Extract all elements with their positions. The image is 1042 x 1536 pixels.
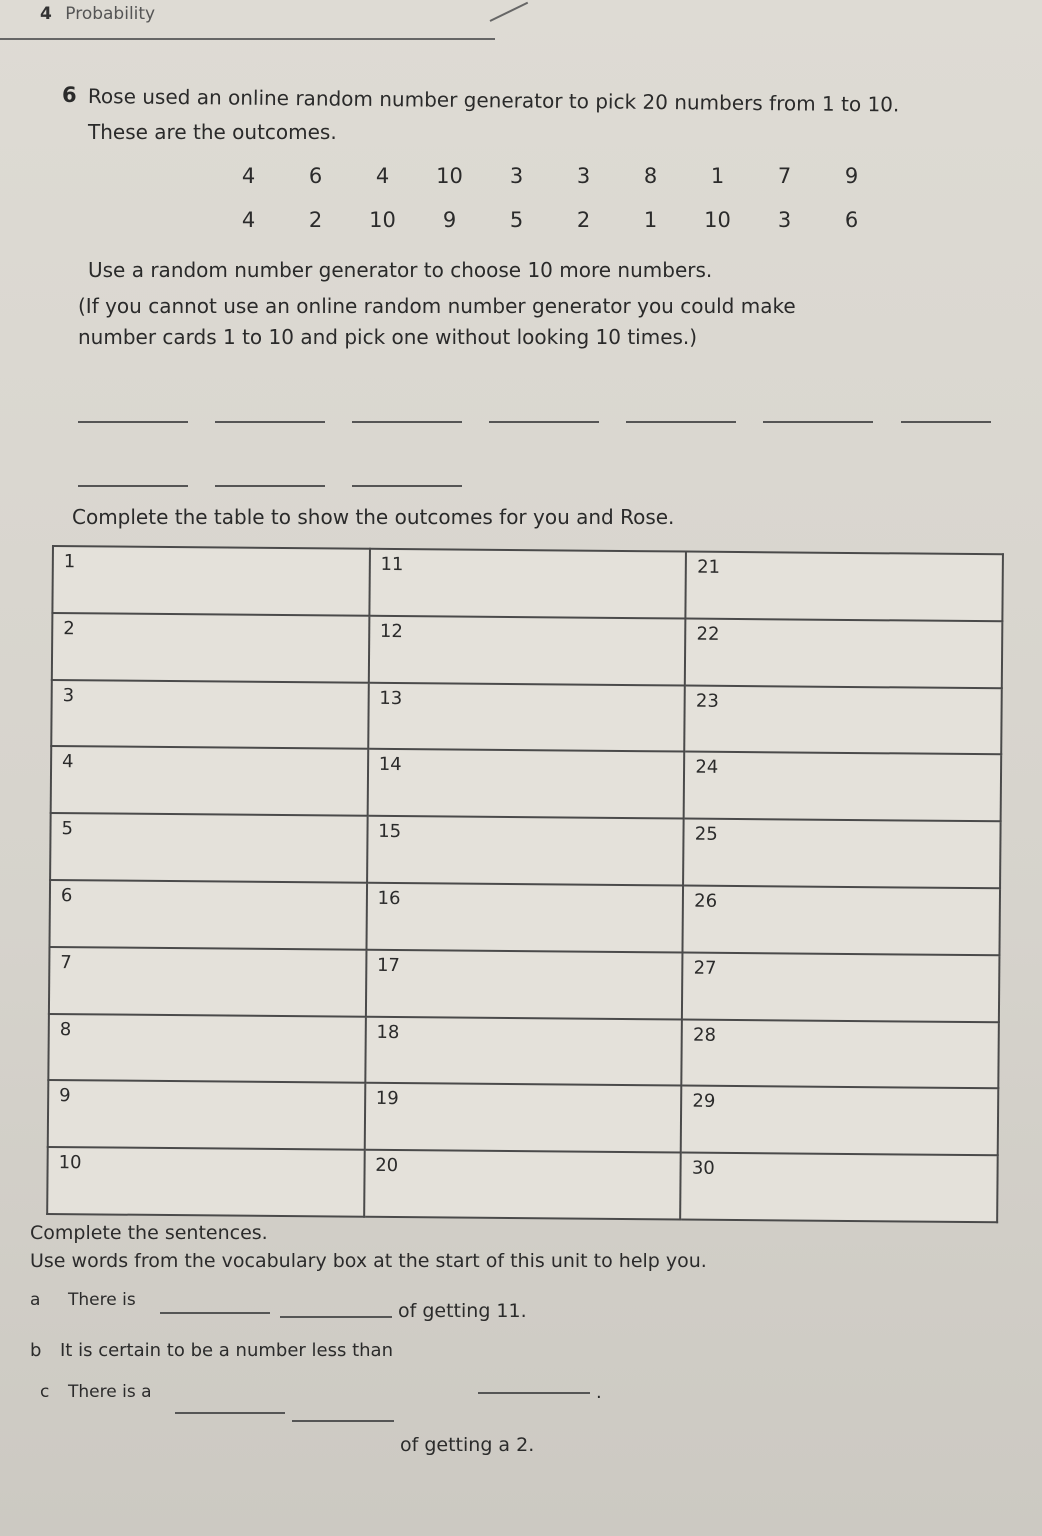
table-cell[interactable]: 1 [52, 546, 369, 616]
outcome-value: 2 [308, 208, 323, 232]
answer-blank[interactable] [215, 421, 325, 423]
answer-blanks-row [78, 472, 484, 491]
instruction-generator: Use a random number generator to choose 10 more numbers. [88, 258, 713, 282]
table-row [49, 880, 1000, 955]
table-cell[interactable]: 13 [368, 682, 685, 752]
outcome-value: 3 [509, 164, 524, 188]
header-divider-slant [490, 2, 529, 22]
outcome-value: 9 [844, 164, 859, 188]
table-row [52, 546, 1003, 621]
table-cell[interactable]: 8 [48, 1014, 365, 1084]
outcome-value: 7 [777, 164, 792, 188]
answer-blank[interactable] [489, 421, 599, 423]
table-cell[interactable]: 15 [367, 816, 684, 886]
answer-blank[interactable] [215, 485, 325, 487]
table-cell[interactable]: 7 [49, 947, 366, 1017]
sentence-b-blank[interactable] [478, 1392, 590, 1394]
outcome-value: 10 [436, 164, 463, 188]
sentences-heading: Complete the sentences. [30, 1222, 268, 1244]
table-cell[interactable]: 28 [682, 1019, 999, 1089]
instruction-cards-line2: number cards 1 to 10 and pick one without looking 10 times.) [78, 325, 698, 349]
sentence-c-end: of getting a 2. [400, 1434, 535, 1456]
answer-blank[interactable] [763, 421, 873, 423]
outcome-value: 5 [509, 208, 524, 232]
instruction-cards-line1: (If you cannot use an online random number generator you could make [78, 294, 796, 318]
sentence-c-blank[interactable] [175, 1412, 285, 1414]
answer-blank[interactable] [78, 485, 188, 487]
chapter-header [40, 4, 155, 24]
table-row [51, 746, 1002, 821]
table-row [48, 1080, 999, 1155]
outcome-value: 1 [643, 208, 658, 232]
sentence-c-start: There is a [68, 1382, 152, 1402]
outcomes-row [215, 208, 905, 252]
question-intro: Rose used an online random number generator to pick 20 numbers from 1 to 10. [87, 84, 900, 117]
table-cell[interactable]: 12 [368, 616, 685, 686]
sentence-b-start: It is certain to be a number less than [60, 1340, 393, 1361]
sentences-subheading: Use words from the vocabulary box at the start of this unit to help you. [30, 1250, 707, 1272]
outcomes-list [215, 164, 905, 252]
outcome-value: 8 [643, 164, 658, 188]
table-cell[interactable]: 10 [47, 1147, 364, 1217]
answer-blank[interactable] [901, 421, 991, 423]
chapter-title: Probability [65, 4, 156, 24]
sentence-b-label: b [30, 1340, 42, 1361]
table-cell[interactable]: 6 [49, 880, 366, 950]
table-row [48, 1014, 999, 1089]
table-cell[interactable]: 27 [682, 952, 999, 1022]
chapter-number: 4 [40, 4, 52, 24]
outcome-value: 6 [844, 208, 859, 232]
table-cell[interactable]: 25 [683, 819, 1000, 889]
table-cell[interactable]: 20 [364, 1150, 681, 1220]
outcome-value: 6 [308, 164, 323, 188]
table-cell[interactable]: 14 [367, 749, 684, 819]
answer-blank[interactable] [352, 421, 462, 423]
table-row [50, 813, 1001, 888]
table-cell[interactable]: 17 [366, 950, 683, 1020]
sentence-a-blank[interactable] [160, 1312, 270, 1314]
sentence-a-label: a [30, 1290, 41, 1310]
answer-blank[interactable] [626, 421, 736, 423]
table-cell[interactable]: 22 [685, 618, 1002, 688]
outcome-value: 3 [576, 164, 591, 188]
outcomes-table [46, 545, 1004, 1223]
sentence-c-blank[interactable] [292, 1420, 394, 1422]
sentence-a-blank[interactable] [280, 1316, 392, 1318]
answer-blank[interactable] [78, 421, 188, 423]
outcome-value: 4 [241, 208, 256, 232]
answer-blanks-row [78, 408, 991, 427]
outcome-value: 3 [777, 208, 792, 232]
table-row [52, 613, 1003, 688]
table-row [51, 680, 1002, 755]
table-cell[interactable]: 11 [369, 549, 686, 619]
table-row [49, 947, 1000, 1022]
outcome-value: 1 [710, 164, 725, 188]
table-cell[interactable]: 21 [686, 552, 1003, 622]
sentence-c-label: c [40, 1382, 50, 1402]
answer-blank[interactable] [352, 485, 462, 487]
sentence-a-start: There is [68, 1290, 136, 1310]
table-cell[interactable]: 19 [364, 1083, 681, 1153]
table-cell[interactable]: 4 [51, 746, 368, 816]
outcome-value: 9 [442, 208, 457, 232]
table-cell[interactable]: 3 [51, 680, 368, 750]
outcome-value: 4 [375, 164, 390, 188]
table-instruction: Complete the table to show the outcomes for you and Rose. [72, 505, 675, 529]
table-cell[interactable]: 2 [52, 613, 369, 683]
outcome-value: 2 [576, 208, 591, 232]
table-cell[interactable]: 16 [366, 883, 683, 953]
question-outcomes-caption: These are the outcomes. [88, 120, 337, 144]
sentence-a-end: of getting 11. [398, 1300, 527, 1322]
outcome-value: 10 [704, 208, 731, 232]
outcome-value: 4 [241, 164, 256, 188]
table-cell[interactable]: 30 [680, 1153, 997, 1223]
outcomes-row [215, 164, 905, 208]
table-cell[interactable]: 9 [48, 1080, 365, 1150]
table-cell[interactable]: 18 [365, 1016, 682, 1086]
table-cell[interactable]: 29 [681, 1086, 998, 1156]
header-divider [0, 38, 495, 40]
sentence-b-end: . [596, 1382, 602, 1403]
table-row [47, 1147, 998, 1222]
outcome-value: 10 [369, 208, 396, 232]
table-cell[interactable]: 24 [684, 752, 1001, 822]
question-number: 6 [62, 83, 77, 107]
table-cell[interactable]: 5 [50, 813, 367, 883]
table-cell[interactable]: 23 [685, 685, 1002, 755]
table-cell[interactable]: 26 [683, 886, 1000, 956]
